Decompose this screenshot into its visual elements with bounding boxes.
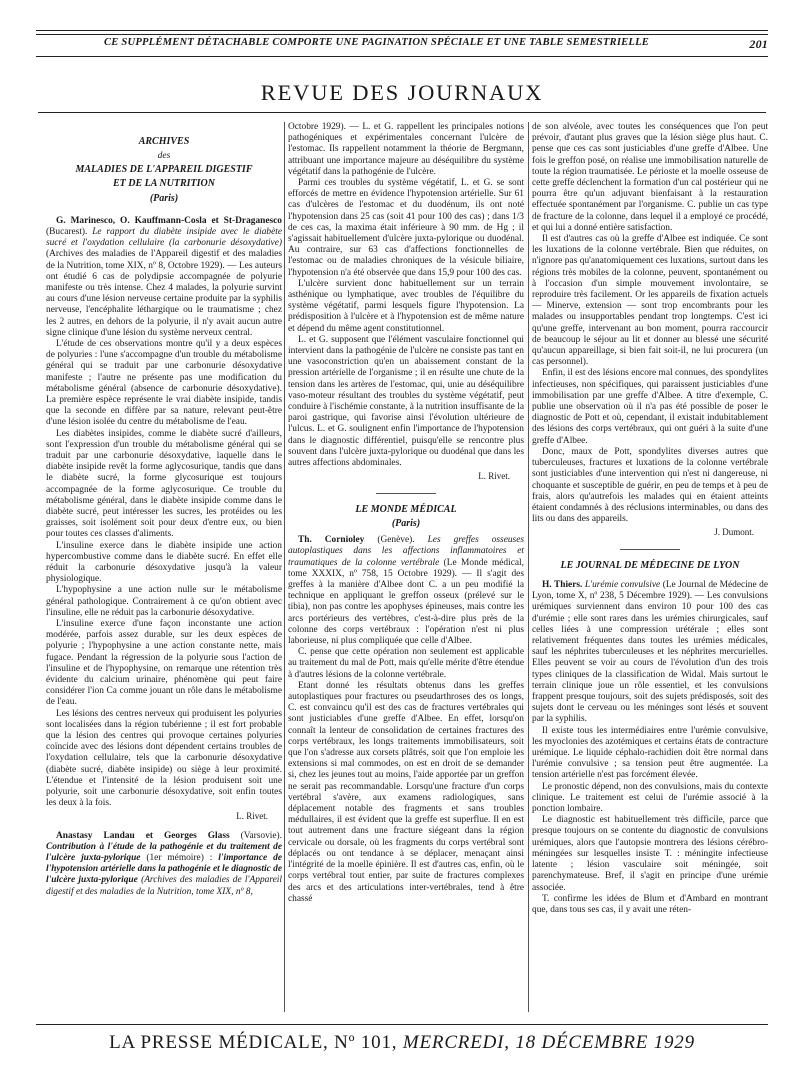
- column-divider: [284, 122, 285, 1012]
- article-paragraph: L'insuline exerce d'une façon inconstante une action modérée, parfois assez durable, sur les deux espèces de polyurie ; l'hypophysine a une action constante nette, mais fugace. Pendant la régression de la polyurie sous l'action de l'insuline et de l'hypophysine, on remarque une rétention très évidente du calcium urinaire, phénomène qui peut faire considérer l'ion Ca comme jouant un rôle dans le métabolisme de l'eau.: [46, 619, 282, 708]
- section-title: MALADIES DE L'APPAREIL DIGESTIF: [75, 163, 253, 175]
- section-title: LE MONDE MÉDICAL: [355, 503, 457, 515]
- article-title: Les greffes osseuses autoplastiques dans les affections inflammatoires et traumatiques de la colonne vertébrale: [288, 535, 524, 568]
- running-head: [36, 37, 768, 51]
- article-title: Contribution à l'étude de la pathogénie et du traitement de l'ulcère juxta-pylorique: [46, 841, 282, 864]
- article-paragraph: Le diagnostic est habituellement très difficile, parce que presque toujours on se contente du diagnostic de convulsions urémiques, alors que l'autopsie montrera des lésions cérébro-méningées sur lesquelles insiste T. : méningite infectieuse latente ; lésion vasculaire soit méningée, soit parenchymateuse. Bref, il s'agit en principe d'une urémie associée.: [532, 815, 768, 893]
- article-title: l'importance de l'hypotension artérielle dans la pathogénie et le diagnostic de l'ulcère juxta-pylorique: [46, 853, 282, 886]
- article-authors: Th. Cornioley: [298, 535, 365, 546]
- article-text: (Le Journal de Médecine de Lyon, tome X, nº 238, 5 Décembre 1929). — Les convulsions urémiques surviennent dans environ 10 pour 100 des cas d'urémie ; elle sont rares dans les urémies chirurgicales, sauf celles liées à une compression urétérale ; elles sont relativement fréquentes dans toutes les urémies médicales, sauf les néphrites tuberculeuses et les néphrites mercurielles. Elles peuvent se voir au cours de l'évolution d'un des trois types cliniques de la classification de Widal. Mais surtout le terrain clinique joue un rôle essentiel, et les convulsions frappent presque toujours, soit des sujets prédisposés, soit des sujets dont le cerveau ou les méninges sont lésés et souvent par la syphilis.: [532, 580, 768, 725]
- header-rule: [36, 34, 768, 35]
- column-2: [288, 122, 524, 1012]
- section-place: (Paris): [391, 518, 421, 529]
- article-paragraph: Etant donné les résultats obtenus dans les greffes autoplastiques pour fractures ou pseudarthroses des os longs, C. est convaincu qu'il est des cas de fractures vertébrales qui sont justiciables d'une greffe d'Albee. En effet, lorsqu'on connaît la lenteur de consolidation de certaines fractures des corps vertébraux, les longs traitements immobilisateurs, soit que l'on s'adresse aux corsets plâtrés, soit que l'on emploie les extensions si mal commodes, on est en droit de se demander si, chez les jeunes tout au moins, l'aide apportée par un greffon ne serait pas recommandable. Lorsqu'une fracture d'un corps vertébral s'avère, aux examens radiologiques, sans déplacement notable des fragments et sans troubles médullaires, il est évident que la greffe est superflue. Il en est tout autrement dans une fracture siégeant dans la région cervicale ou dorsale, où les fragments du corps vertébral sont déplacés ou ont tendance à se déplacer, menaçant ainsi l'intégrité de la moelle épinière. Il est d'autres cas, enfin, où le corps vertébral tout entier, par suite de fractures complexes des arcs et des articulations inter-vertébrales, tend à être chassé: [288, 680, 524, 904]
- article-paragraph: Octobre 1929). — L. et G. rappellent les principales notions pathogéniques et expérimentales concernant l'ulcère de l'estomac. Ils rappellent notamment la théorie de Bergmann, attribuant une importance majeure au déséquilibre du système végétatif dans la pathogénie de l'ulcère.: [288, 122, 524, 177]
- column-divider: [528, 122, 529, 1012]
- article-paragraph: [288, 535, 524, 647]
- section-divider: [620, 549, 680, 550]
- footer-journal: LA PRESSE MÉDICALE, Nº 101,: [109, 1032, 398, 1053]
- column-1: [46, 134, 282, 1024]
- header-rule: [36, 56, 768, 57]
- section-title: ET DE LA NUTRITION: [113, 178, 215, 189]
- article-text: (Archives des maladies de l'Appareil digestif et des maladies de la Nutrition, tome XIX, nº 8,: [46, 875, 282, 897]
- article-title: L'urémie convulsive: [582, 580, 661, 591]
- page-number: 201: [749, 37, 768, 51]
- article-paragraph: Il est d'autres cas où la greffe d'Albee est indiquée. Ce sont les luxations de la colonne vertébrale. Bien que réduites, on n'ignore pas qu'anatomiquement ces luxations, surtout dans les régions très mobiles de la colonne, peuvent, spontanément ou à l'occasion d'un simple mouvement involontaire, se reproduire très facilement. Or les appareils de fixation actuels — Minerve, extension — sont trop encombrants pour les malades ou insupportables pendant trop longtemps. C'est ici qu'une greffe, intervenant au bon moment, pourra raccourcir de beaucoup le séjour au lit et donner au blessé une sécurité qu'aucun appareillage, si bien fait soit-il, ne lui procurera (un cas personnel).: [532, 234, 768, 368]
- column-3: [532, 122, 768, 1012]
- article-signature: J. Dumont.: [714, 527, 754, 538]
- header-rule: [36, 30, 768, 31]
- article-paragraph: [46, 216, 282, 339]
- article-authors: H. Thiers.: [542, 580, 583, 591]
- article-paragraph: de son alvéole, avec toutes les conséquences que l'on peut prévoir, d'autant plus graves que la lésion siège plus haut. C. pense que ces cas sont justiciables d'une greffe d'Albee. Une fois le greffon posé, on réalise une immobilisation naturelle de toute la région traumatisée. Le périoste et la moelle osseuse de cette greffe déclenchent la formation d'un cal postérieur qui ne pourra être qu'un adjuvant bienfaisant à la restauration effectuée spontanément par l'organisme. C. publie un cas type de fracture de la colonne, dans lequel il a employé ce procédé, et qui lui a donné entière satisfaction.: [532, 122, 768, 233]
- article-paragraph: [532, 580, 768, 726]
- section-title: LE JOURNAL DE MÉDECINE DE LYON: [560, 559, 740, 571]
- article-text: (1er mémoire) :: [140, 853, 219, 864]
- article-paragraph: [46, 831, 282, 898]
- footer-rule: [36, 1024, 768, 1025]
- footer: [36, 1032, 768, 1056]
- article-signature: L. Rivet.: [236, 811, 268, 822]
- journal-page: [36, 26, 768, 1066]
- article-paragraph: Le pronostic dépend, non des convulsions, mais du contexte clinique. Le traitement est celui de l'urémie associé à la ponction lombaire.: [532, 781, 768, 815]
- article-city: (Genève).: [364, 535, 428, 546]
- footer-date: MERCREDI, 18 DÉCEMBRE 1929: [402, 1032, 695, 1053]
- article-paragraph: Les lésions des centres nerveux qui produisent les polyuries sont localisées dans la région tubérienne ; il est fort probable que la lésion des centres qui provoque certaines polyuries coïncide avec des lésions dont dépendent certains troubles de l'oxydation cellulaire, tels que la carbonurie désoxydative (diabète sucré, diabète insipide) ou siège à leur proximité. L'étendue et l'intensité de la lésion produisent soit une polyurie, soit une carbonurie désoxydative, soit enfin toutes les deux à la fois.: [46, 708, 282, 809]
- section-place: (Paris): [149, 192, 179, 204]
- article-title: Le rapport du diabète insipide avec le diabète sucré et l'oxydation cellulaire (la carbonurie désoxydative): [46, 226, 282, 249]
- article-paragraph: Il existe tous les intermédiaires entre l'urémie convulsive, les myoclonies des azotémiques et certains états de contracture urémique. Le liquide céphalo-rachidien doit être normal dans l'urémie convulsive ; sa tension peut être augmentée. La tension artérielle n'est pas forcément élevée.: [532, 725, 768, 781]
- article-paragraph: C. pense que cette opération non seulement est applicable au traitement du mal de Pott, mais qu'elle mérite d'être étendue à d'autres lésions de la colonne vertébrale.: [288, 647, 524, 680]
- article-text: (Le Monde médical, tome XXXIX, nº 758, 15 Octobre 1929). — Il s'agit des greffes à la manière d'Albee dont C. a un peu modifié la technique en appliquant le greffon osseux (prélevé sur le tibia), non pas contre les apophyses épineuses, mais contre les arcs portérieurs des vertèbres, c'est-à-dire plus près de la colonne des corps vertébraux : l'opération n'est ni plus laborieuse, ni plus compliquée que celle d'Albee.: [288, 557, 524, 647]
- section-title: des: [157, 150, 171, 161]
- masthead: REVUE DES JOURNAUX: [260, 80, 544, 105]
- article-signature: L. Rivet.: [478, 471, 510, 482]
- masthead-rule: [38, 112, 766, 113]
- article-city: (Varsovie).: [229, 830, 282, 841]
- article-paragraph: L. et G. supposent que l'élément vasculaire fonctionnel qui intervient dans la pathogénie de l'ulcère ne consiste pas tant en une vasoconstriction qu'en un abaissement constant de la pression artérielle de l'organisme ; il en résulte une chute de la tension dans les artères de l'estomac, qui, unie au déséquilibre vaso-moteur résultant des troubles du système végétatif, peut conduire à l'ischémie constante, à la nutrition insuffisante de la paroi gastrique, qui favorise ainsi l'évolution ultérieure de l'ulcus. L. et G. soulignent enfin l'importance de l'hypotension dans le diagnostic différentiel, puisqu'elle se rencontre plus souvent dans l'ulcère juxta-pylorique ou duodénal que dans les autres affections abdominales.: [288, 334, 524, 469]
- article-city: (Bucarest).: [46, 226, 93, 237]
- article-paragraph: L'insuline exerce dans le diabète insipide une action hypercombustive comme dans le diabète sucré. En effet elle réduit la carbonurie désoxydative jusqu'à la valeur physiologique.: [46, 540, 282, 585]
- article-paragraph: Parmi ces troubles du système végétatif, L. et G. se sont efforcés de mettre en évidence l'hypotension artérielle. Sur 61 cas d'ulcères de l'estomac et du duodénum, ils ont noté l'hypotension dans 25 cas (soit 41 pour 100 des cas) ; dans 1/3 de ces cas, la maxima était inférieure à 90 mm. de Hg ; il s'agissait habituellement d'ulcère juxta-pylorique ou duodénal. Au contraire, sur 63 cas d'affections fonctionnelles de l'estomac ou de maladies chroniques de la vésicule biliaire, l'hypotension n'a été observée que dans 15,9 pour 100 des cas.: [288, 178, 524, 278]
- article-paragraph: L'ulcère survient donc habituellement sur un terrain asthénique ou lymphatique, avec troubles de l'équilibre du système végétatif, parmi lesquels figure l'hypotension. La prédisposition à l'ulcère et à l'hypotension est de même nature et dépend du même agent constitutionnel.: [288, 278, 524, 334]
- article-paragraph: L'étude de ces observations montre qu'il y a deux espèces de polyuries : l'une s'accompagne d'un trouble du métabolisme général qui se traduit par une carbonurie désoxydative manifeste ; l'autre ne présente pas une modification du métabolisme général (absence de carbonurie désoxydative). La première espèce représente le vrai diabète insipide, tandis que la seconde en diffère par sa nature, relevant peut-être d'une lésion isolée du centre du métabolisme de l'eau.: [46, 338, 282, 428]
- article-paragraph: Donc, maux de Pott, spondylites diverses autres que tuberculeuses, fractures et luxations de la colonne vertébrale sont justiciables d'une intervention qui n'est ni dangereuse, ni choquante et susceptible de guérir, en peu de temps et à peu de frais, alors qu'autrefois les malades qui en étaient atteints étaient condamnés à des réclusions interminables, ou dans des lits ou dans des appareils.: [532, 446, 768, 525]
- section-title: ARCHIVES: [138, 136, 190, 147]
- section-divider: [376, 493, 436, 494]
- article-paragraph: Enfin, il est des lésions encore mal connues, des spondylites infectieuses, non spécifiques, qui paraissent justiciables d'une immobilisation par une greffe d'Albee. A titre d'exemple, C. publie une observation où il n'a pas été possible de poser le diagnostic de Pott et où, cependant, il existait indubitablement des lésions des corps vertébraux, qui ont guéri à la suite d'une greffe d'Albee.: [532, 368, 768, 446]
- article-authors: Anastasy Landau et Georges Glass: [56, 830, 230, 841]
- article-paragraph: T. confirme les idées de Blum et d'Ambard en montrant que, dans tous ses cas, il y avait une réten-: [532, 893, 768, 915]
- article-paragraph: Les diabètes insipides, comme le diabète sucré d'ailleurs, sont l'expression d'un trouble du métabolisme général qui se traduit par une carbonurie désoxydative, laquelle dans le diabète insipide revêt la forme aglycosurique, tandis que dans le diabète sucré, la forme glycosurique est toujours accompagnée de la forme aglycosurique. Ce trouble du métabolisme général, dans le diabète insipide comme dans le diabète sucré, peut intéresser les sucres, les protéides ou les graisses, soit isolément soit pour deux d'entre eux, ou bien pour toutes ces classes d'aliments.: [46, 428, 282, 540]
- article-authors: G. Marinesco, O. Kauffmann-Cosla et St-Draganesco: [56, 215, 282, 226]
- article-paragraph: L'hypophysine a une action nulle sur le métabolisme général pathologique. Contrairement à ce qu'on obtient avec l'insuline, elle ne réduit pas la carbonurie désoxydative.: [46, 585, 282, 618]
- article-text: (Archives des maladies de l'Appareil digestif et des maladies de la Nutrition, tome XIX, nº 8, Octobre 1929). — Les auteurs ont étudié 6 cas de polydipsie accompagnée de polyurie manifeste ou très intense. Chez 4 malades, la polyurie survint au cours d'une lésion nerveuse certaine produite par la syphilis nerveuse, l'encéphalite léthargique ou le traumatisme ; chez les 2 autres, en dehors de la polyurie, il n'y avait aucun autre signe clinique d'une lésion du système nerveux central.: [46, 249, 282, 338]
- running-title: CE SUPPLÉMENT DÉTACHABLE COMPORTE UNE PAGINATION SPÉCIALE ET UNE TABLE SEMESTRIELLE: [104, 37, 650, 48]
